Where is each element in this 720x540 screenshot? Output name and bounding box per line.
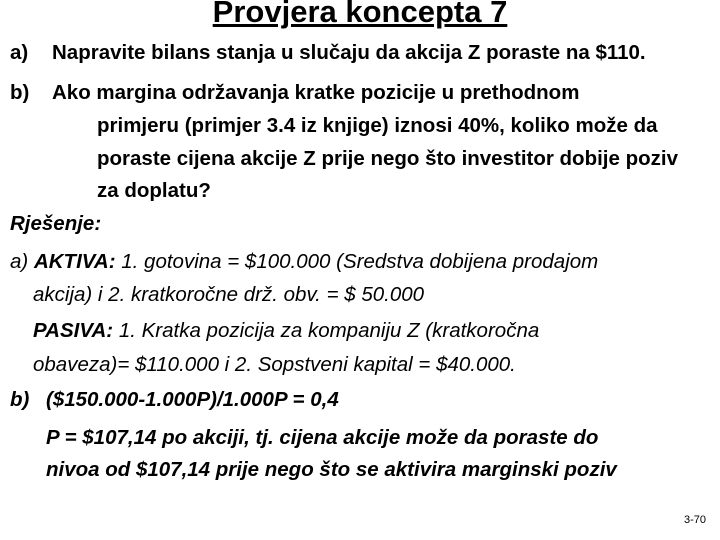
question-b-marker: b) — [10, 81, 30, 104]
solution-b-result: nivoa od $107,14 prije nego što se aktivira marginski poziv — [46, 458, 617, 481]
question-a-text: Napravite bilans stanja u slučaju da akcija Z poraste na $110. — [52, 41, 646, 64]
pasiva-label: PASIVA: — [33, 319, 114, 342]
pasiva-text-cont: obaveza)= $110.000 i 2. Sopstveni kapital = $40.000. — [33, 353, 516, 376]
pasiva-text: 1. Kratka pozicija za kompaniju Z (kratkoročna — [118, 319, 540, 342]
solution-heading: Rješenje: — [10, 212, 102, 235]
solution-b-equation: ($150.000-1.000P)/1.000P = 0,4 — [46, 388, 339, 411]
question-b-line: Ako margina održavanja kratke pozicije u prethodnom — [52, 81, 580, 104]
aktiva-label: AKTIVA: — [33, 250, 116, 273]
aktiva-text: 1. gotovina = $100.000 (Sredstva dobijena prodajom — [121, 250, 599, 273]
pasiva-line — [33, 318, 539, 344]
question-b-line: za doplatu? — [97, 179, 211, 202]
page-title: Provjera koncepta 7 — [212, 0, 508, 29]
question-b-line: primjeru (primjer 3.4 iz knjige) iznosi 40%, koliko može da — [97, 114, 658, 137]
solution-a-line — [10, 249, 598, 275]
solution-b-result: P = $107,14 po akciji, tj. cijena akcije može da poraste do — [46, 426, 599, 449]
question-a-marker: a) — [10, 41, 29, 64]
solution-b-marker: b) — [10, 388, 30, 411]
slide-number: 3-70 — [683, 514, 706, 526]
solution-a-marker: a) — [10, 250, 29, 273]
question-b-line: poraste cijena akcije Z prije nego što investitor dobije poziv — [97, 147, 678, 170]
aktiva-text-cont: akcija) i 2. kratkoročne drž. obv. = $ 50.000 — [33, 283, 425, 306]
